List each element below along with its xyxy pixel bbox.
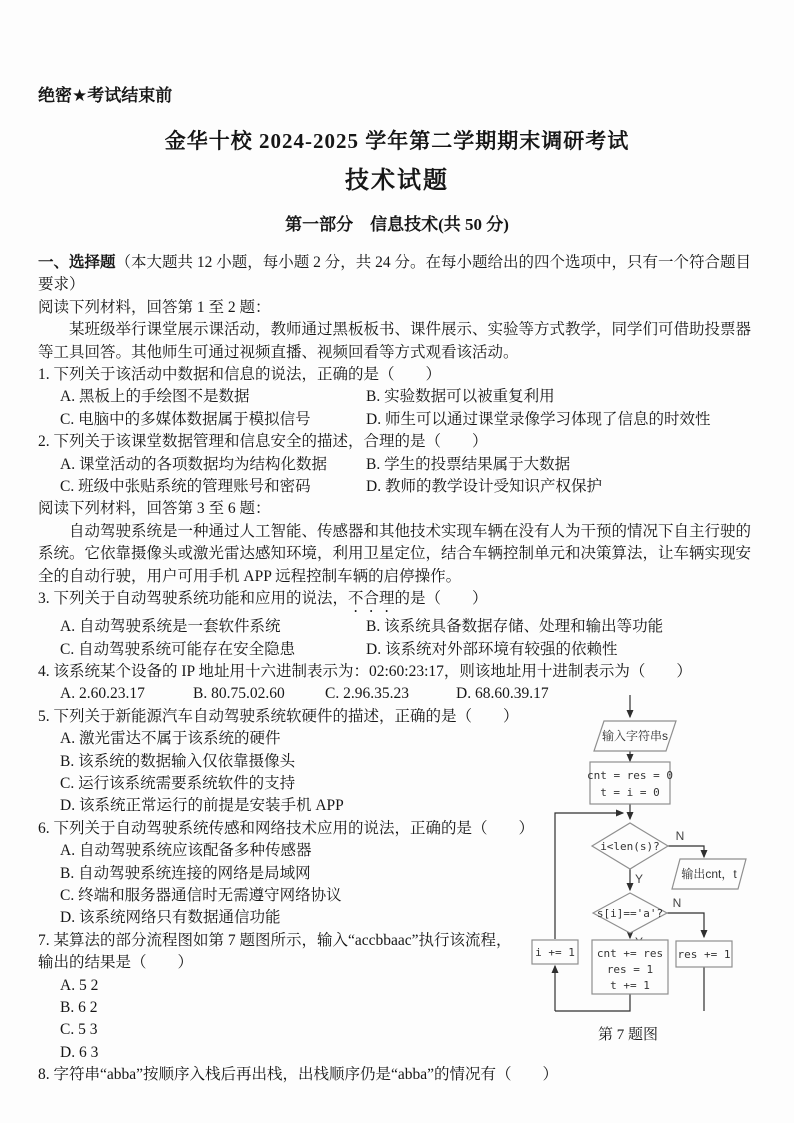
section-label: 一、选择题 (38, 254, 116, 271)
option-row (38, 476, 756, 498)
paper-title: 技术试题 (345, 168, 449, 194)
flowchart-caption: 第 7 题图 (597, 1027, 659, 1043)
option-b: B. 实验数据可以被重复利用 (366, 388, 555, 406)
question-stem: 8. 字符串“abba”按顺序入栈后再出栈，出栈顺序仍是“abba”的情况有（ ） (38, 1066, 559, 1084)
option-a: A. 黑板上的手绘图不是数据 (60, 388, 250, 406)
init-line2: t = i = 0 (600, 786, 660, 799)
option-row (38, 409, 756, 431)
option-a: A. 5 2 (60, 976, 99, 994)
then-line2: res = 1 (606, 963, 654, 976)
option-c: C. 终端和服务器通信时无需遵守网络协议 (60, 886, 342, 904)
condition1-no-label: N (675, 829, 685, 843)
question-stem: 1. 下列关于该活动中数据和信息的说法，正确的是（ ） (38, 366, 442, 384)
question-stem (38, 588, 756, 616)
increment-node (532, 940, 578, 964)
stem-prefix: 3. 下列关于自动驾驶系统功能和应用的说法， (38, 590, 349, 608)
init-node (587, 762, 673, 804)
question7-flowchart (528, 693, 792, 1061)
then-node (592, 940, 668, 994)
condition2-no-label: N (672, 896, 682, 910)
question-3 (38, 588, 756, 661)
option-d: D. 教师的教学设计受知识产权保护 (366, 478, 602, 496)
option-a: A. 自动驾驶系统应该配备多种传感器 (60, 842, 312, 860)
option-row (38, 454, 756, 476)
option-row (38, 616, 756, 638)
condition1-yes-label: Y (634, 872, 644, 886)
question-2 (38, 431, 756, 498)
condition1-label: i<len(s)? (600, 840, 660, 853)
option-c: C. 2.96.35.23 (325, 685, 409, 703)
option-c: C. 5 3 (60, 1021, 98, 1039)
option-row (38, 639, 756, 661)
question-stem: 2. 下列关于该课堂数据管理和信息安全的描述，合理的是（ ） (38, 433, 488, 451)
output-node-label: 输出cnt，t (681, 867, 737, 881)
option-d: D. 师生可以通过课堂录像学习体现了信息的时效性 (366, 410, 711, 428)
option-c: C. 电脑中的多媒体数据属于模拟信号 (60, 410, 311, 428)
option-b: B. 80.75.02.60 (193, 685, 285, 703)
part-title: 第一部分 信息技术(共 50 分) (285, 215, 509, 234)
then-line3: t += 1 (610, 979, 650, 992)
section-instructions: （本大题共 12 小题，每小题 2 分，共 24 分。在每小题给出的四个选项中，只有一个符合题目要求） (38, 254, 752, 294)
then-line1: cnt += res (596, 947, 664, 960)
option-b: B. 学生的投票结果属于大数据 (366, 455, 571, 473)
question-stem-line2: 输出的结果是（ ） (38, 954, 194, 972)
question-stem: 4. 该系统某个设备的 IP 地址用十六进制表示为：02:60:23:17，则该地址用十进制表示为（ ） (38, 662, 692, 680)
secrecy-label: 绝密★考试结束前 (38, 86, 173, 105)
option-b: B. 该系统的数据输入仅依靠摄像头 (60, 752, 296, 770)
reading-prompt-1: 阅读下列材料，回答第 1 至 2 题： (38, 298, 271, 316)
stem-suffix: 的是（ ） (394, 590, 488, 608)
option-d: D. 该系统网络只有数据通信功能 (60, 909, 281, 927)
init-line1: cnt = res = 0 (586, 769, 674, 782)
option-d: D. 68.60.39.17 (456, 685, 549, 703)
condition1-node (592, 823, 684, 886)
else-node (676, 941, 732, 967)
option-b: B. 6 2 (60, 999, 98, 1016)
option-c: C. 自动驾驶系统可能存在安全隐患 (60, 640, 296, 658)
option-a: A. 课堂活动的各项数据均为结构化数据 (60, 455, 327, 473)
option-d: D. 该系统正常运行的前提是安装手机 APP (60, 797, 344, 815)
option-d: D. 6 3 (60, 1043, 99, 1061)
input-node-label: 输入字符串s (601, 729, 669, 743)
option-a: A. 自动驾驶系统是一套软件系统 (60, 618, 281, 636)
reading-material-1: 某班级举行课堂展示课活动，教师通过黑板板书、课件展示、实验等方式教学，同学们可借助投票器等工具回答。其他师生可通过视频直播、视频回看等方式观看该活动。 (38, 321, 752, 361)
question-stem: 6. 下列关于自动驾驶系统传感和网络技术应用的说法，正确的是（ ） (38, 819, 535, 837)
option-c: C. 运行该系统需要系统软件的支持 (60, 774, 296, 792)
condition2-label: s[i]=='a'? (596, 907, 664, 920)
input-node (594, 721, 676, 751)
option-a: A. 2.60.23.17 (60, 685, 145, 703)
reading-material-2: 自动驾驶系统是一种通过人工智能、传感器和其他技术实现车辆在没有人为干预的情况下自主行驶的系统。它依靠摄像头或激光雷达感知环境，利用卫星定位，结合车辆控制单元和决策算法，让车辆实现安全的自动行驶，用户可用手机 APP 远程控制车辆的启停操作。 (38, 522, 752, 585)
option-row (38, 386, 756, 408)
exam-title: 金华十校 2024-2025 学年第二学期期末调研考试 (164, 129, 630, 153)
option-d: D. 该系统对外部环境有较强的依赖性 (366, 640, 618, 658)
arrow-cond2-no (667, 913, 704, 937)
reading-prompt-2: 阅读下列材料，回答第 3 至 6 题： (38, 500, 271, 518)
question-8 (38, 1064, 756, 1086)
option-a: A. 激光雷达不属于该系统的硬件 (60, 730, 281, 748)
question-stem: 5. 下列关于新能源汽车自动驾驶系统软硬件的描述，正确的是（ ） (38, 707, 519, 725)
else-node-label: res += 1 (677, 948, 731, 961)
section-heading (38, 252, 756, 297)
stem-emphasis: 不合理 (348, 590, 395, 608)
arrow-cond1-no (668, 846, 704, 857)
question-1 (38, 364, 756, 431)
output-node (672, 859, 746, 889)
option-b: B. 该系统具备数据存储、处理和输出等功能 (366, 618, 664, 636)
option-b: B. 自动驾驶系统连接的网络是局域网 (60, 864, 311, 882)
increment-node-label: i += 1 (535, 946, 575, 959)
question-stem-line1: 7. 某算法的部分流程图如第 7 题图所示，输入“accbbaac”执行该流程， (38, 931, 512, 949)
option-c: C. 班级中张贴系统的管理账号和密码 (60, 478, 311, 496)
